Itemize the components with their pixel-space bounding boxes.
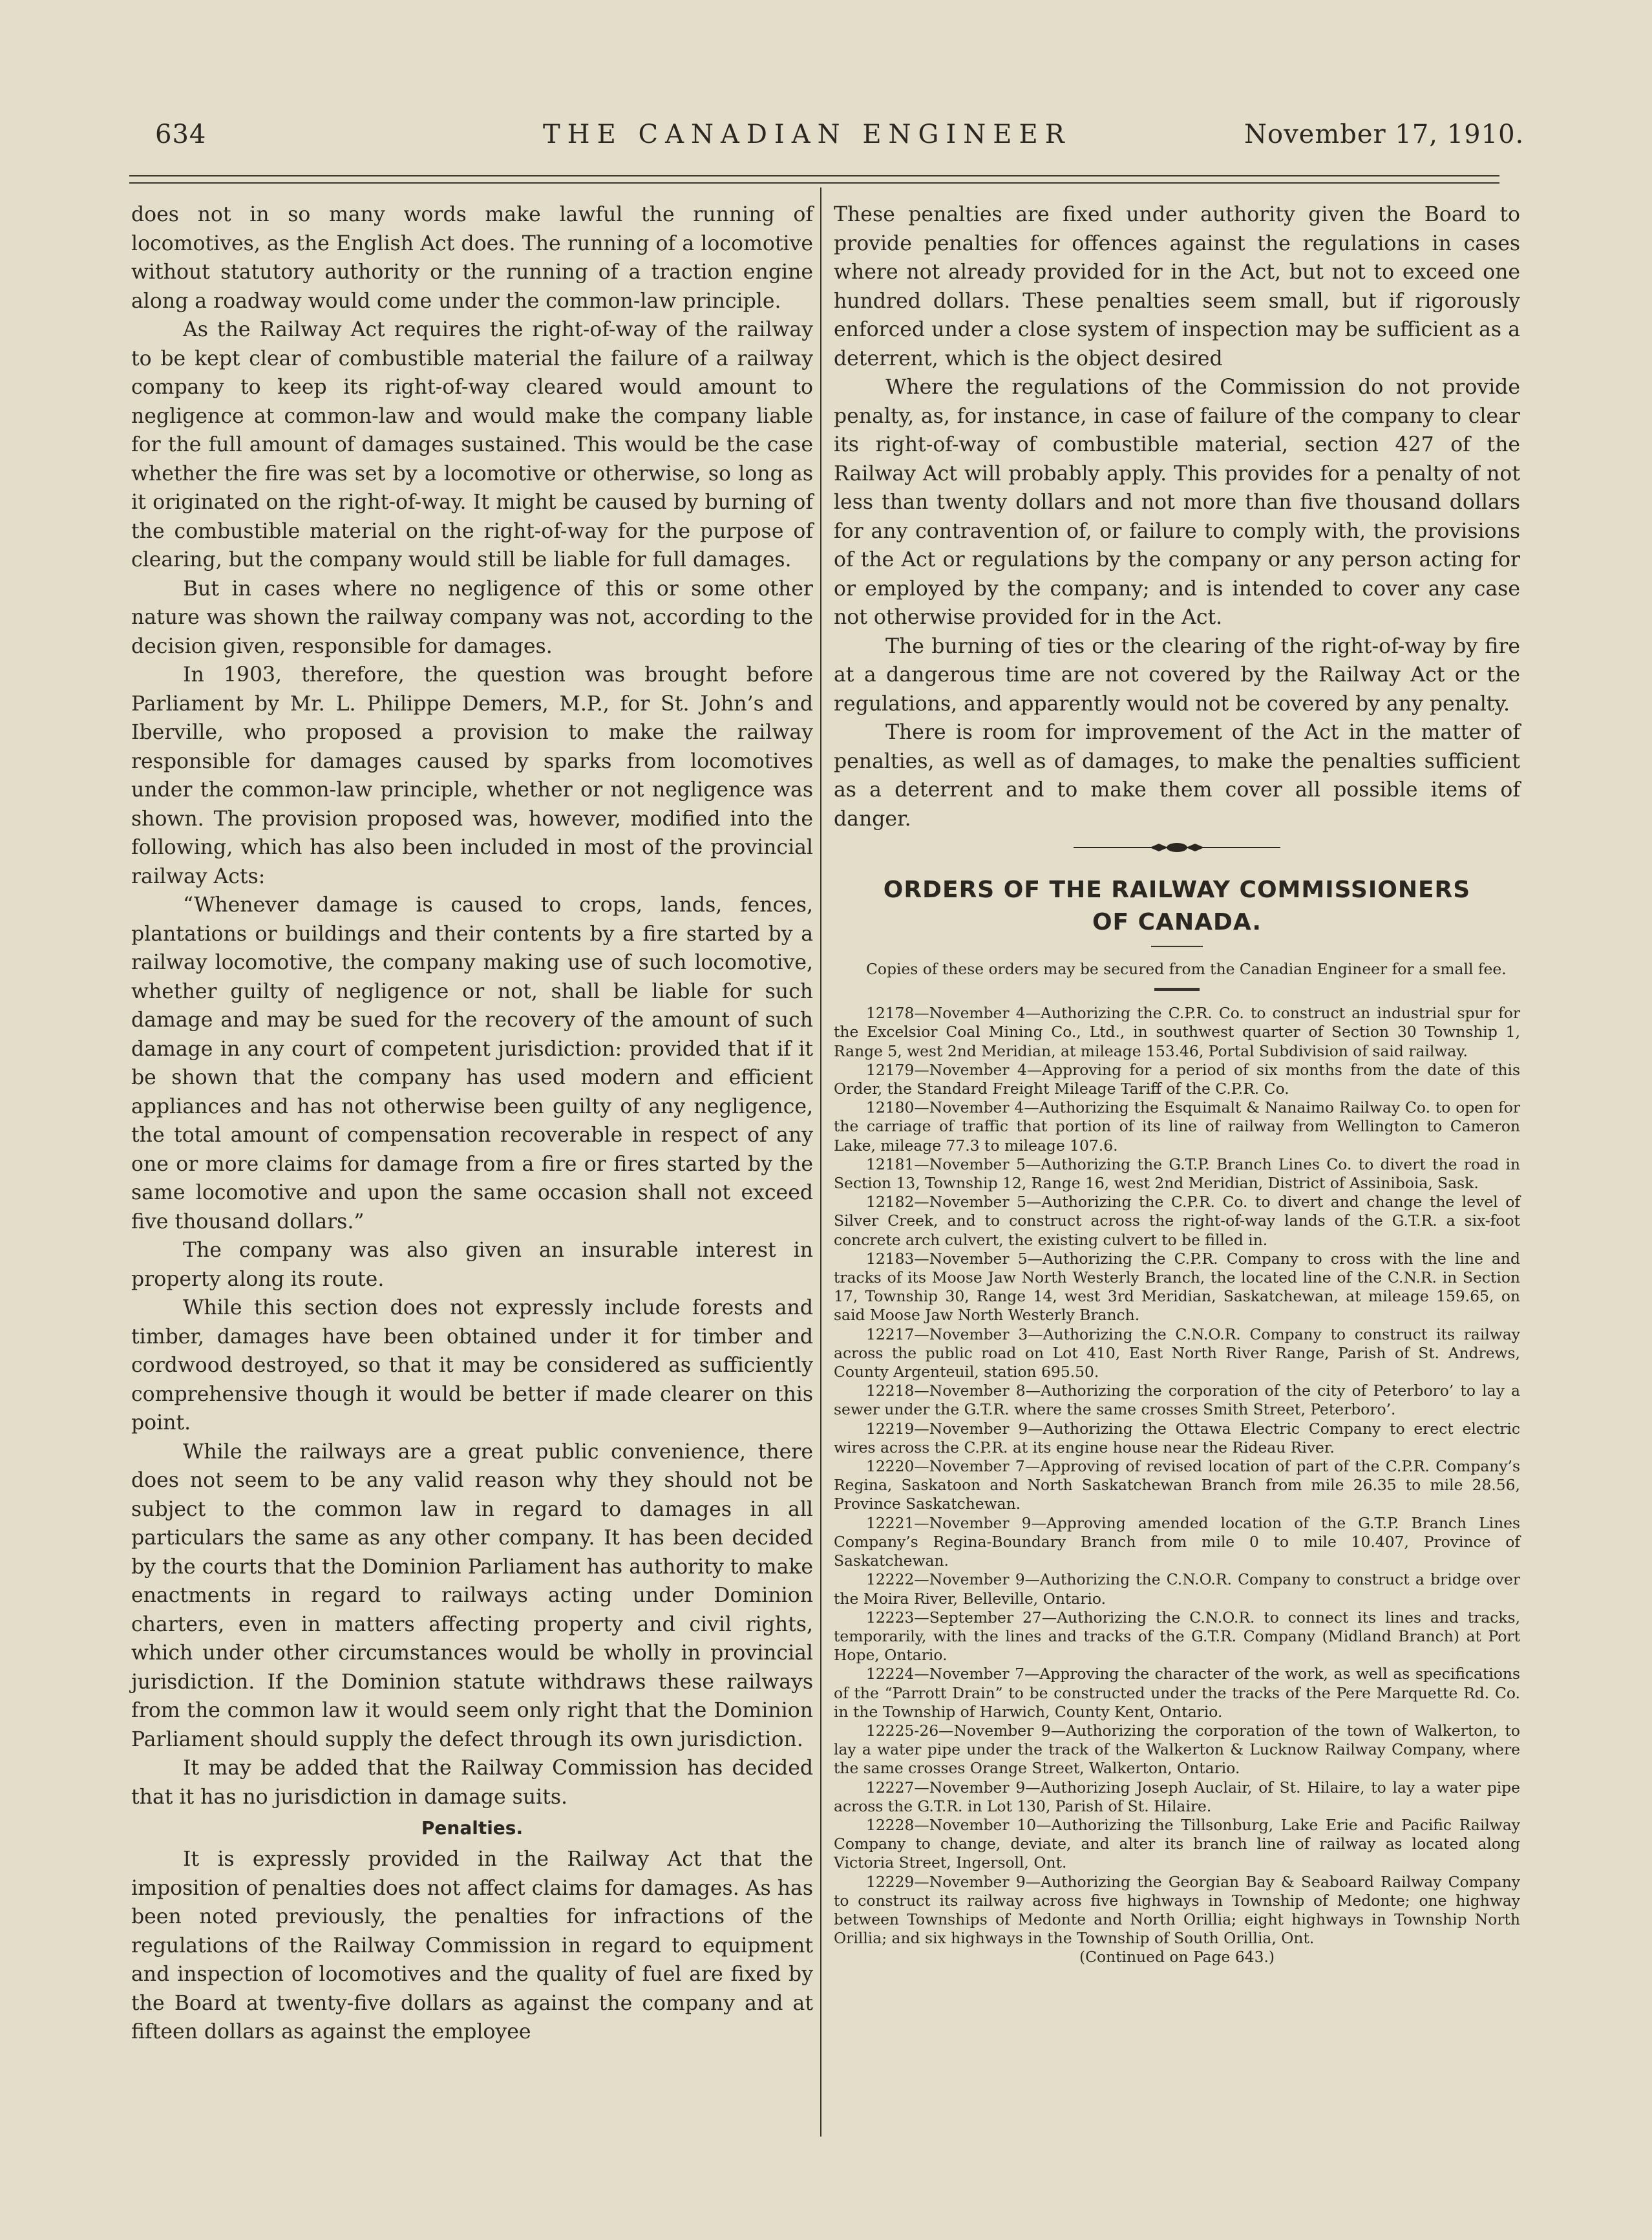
header-rule-bottom (129, 182, 1499, 184)
paragraph: But in cases where no negligence of this or some other nature was shown the railway company was not, according to the decision given, responsible for damages. (131, 577, 813, 658)
order-item: 12182—November 5—Authorizing the C.P.R. Co. to divert and change the level of Silver Creek, and to construct across the right-of-way lands of the G.T.R. a six-foot concrete arch culvert, the existing culvert to be filled in. (834, 1193, 1520, 1249)
order-item: 12223—September 27—Authorizing the C.N.O.R. to connect its lines and tracks, temporarily, with the lines and tracks of the G.T.R. Company (Midland Branch) at Port Hope, Ontario. (834, 1608, 1520, 1665)
right-paragraphs (834, 200, 1520, 833)
order-item: 12181—November 5—Authorizing the G.T.P. Branch Lines Co. to divert the road in Section 13, Township 12, Range 16, west 2nd Meridian, District of Assiniboia, Sask. (834, 1155, 1520, 1193)
page-number: 634 (155, 120, 207, 149)
order-item: 12219—November 9—Authorizing the Ottawa Electric Company to erect electric wires across the C.P.R. at its engine house near the Rideau River. (834, 1419, 1520, 1456)
order-item: 12218—November 8—Authorizing the corporation of the city of Peterboro’ to lay a sewer under the G.T.R. where the same crosses Smith Street, Peterboro’. (834, 1381, 1520, 1419)
paragraph: The burning of ties or the clearing of the right-of-way by fire at a dangerous time are not covered by the Railway Act or the regulations, and apparently would not be covered by any penalty. (834, 634, 1520, 716)
order-item: 12178—November 4—Authorizing the C.P.R. Co. to construct an industrial spur for the Excelsior Coal Mining Co., Ltd., in southwest quarter of Section 30 Township 1, Range 5, west 2nd Meridian, at mileage 153.46, Portal Subdivision of said railway. (834, 1004, 1520, 1060)
orders-list (834, 1004, 1520, 1948)
orders-intro: Copies of these orders may be secured from the Canadian Engineer for a small fee. (866, 960, 1507, 978)
order-item: 12228—November 10—Authorizing the Tillsonburg, Lake Erie and Pacific Railway Company to change, deviate, and alter its branch line of railway as located along Victoria Street, Ingersoll, Ont. (834, 1815, 1520, 1872)
order-item: 12183—November 5—Authorizing the C.P.R. Company to cross with the line and tracks of its Moose Jaw North Westerly Branch, the located line of the C.N.R. in Section 17, Township 30, Range 14, west 3rd Meridian, Saskatchewan, at mileage 159.65, on said Moose Jaw North Westerly Branch. (834, 1249, 1520, 1325)
issue-date: November 17, 1910. (1244, 120, 1525, 149)
left-column (131, 200, 813, 2047)
header-rule-top (129, 175, 1499, 176)
order-item: 12220—November 7—Approving of revised location of part of the C.P.R. Company’s Regina, Saskatoon and North Saskatchewan Branch from mile 26.35 to mile 28.56, Province Saskatchewan. (834, 1457, 1520, 1513)
order-item: 12217—November 3—Authorizing the C.N.O.R. Company to construct its railway across the public road on Lot 410, East North River Range, Parish of St. Andrews, County Argenteuil, station 695.50. (834, 1325, 1520, 1381)
paragraph: The company was also given an insurable interest in property along its route. (131, 1239, 813, 1291)
paragraph: While the railways are a great public convenience, there does not seem to be any valid reason why they should not be subject to the common law in regard to damages in all particulars the same as any other company. It has been decided by the courts that the Dominion Parliament has authority to make enactments in regard to railways acting under Dominion charters, even in matters affecting property and civil rights, which under other circumstances would be wholly in provincial jurisdiction. If the Dominion statute withdraws these railways from the common law it would seem only right that the Dominion Parliament should supply the defect through its own jurisdiction. (131, 1440, 813, 1751)
order-item: 12224—November 7—Approving the character of the work, as well as specifications of the “Parrott Drain” to be constructed under the tracks of the Pere Marquette Rd. Co. in the Township of Harwich, County Kent, Ontario. (834, 1665, 1520, 1721)
section-title-line1: ORDERS OF THE RAILWAY COMMISSIONERS (883, 877, 1471, 903)
paragraph: Where the regulations of the Commission do not provide penalty, as, for instance, in case of failure of the company to clear its right-of-way of combustible material, section 427 of the Railway Act will probably apply. This provides for a penalty of not less than twenty dollars and not more than five thousand dollars for any contravention of, or failure to comply with, the provisions of the Act or regulations by the company or any person acting for or employed by the company; and is intended to cover any case not otherwise provided for in the Act. (834, 376, 1520, 629)
order-item: 12229—November 9—Authorizing the Georgian Bay & Seaboard Railway Company to construct its railway across five highways in Township of Medonte; one highway between Townships of Medonte and North Orillia; eight highways in Township North Orillia; and six highways in the Township of South Orillia, Ont. (834, 1872, 1520, 1948)
column-divider (820, 187, 821, 2137)
paragraph: While this section does not expressly include forests and timber, damages have been obtained under it for timber and cordwood destroyed, so that it may be considered as sufficiently comprehensive though it would be better if made clearer on this point. (131, 1296, 813, 1435)
paragraph: As the Railway Act requires the right-of-way of the railway to be kept clear of combustible material the failure of a railway company to keep its right-of-way cleared would amount to negligence at common-law and would make the company liable for the full amount of damages sustained. This would be the case whether the fire was set by a locomotive or otherwise, so long as it originated on the right-of-way. It might be caused by burning of the combustible material on the right-of-way for the purpose of clearing, but the company would still be liable for full damages. (131, 318, 813, 571)
order-item: 12222—November 9—Authorizing the C.N.O.R. Company to construct a bridge over the Moira River, Belleville, Ontario. (834, 1570, 1520, 1608)
order-item: 12227—November 9—Authorizing Joseph Auclair, of St. Hilaire, to lay a water pipe across the G.T.R. in Lot 130, Parish of St. Hilaire. (834, 1778, 1520, 1815)
section-ornament (834, 841, 1520, 869)
title-dash (1151, 946, 1203, 947)
paragraph: It is expressly provided in the Railway Act that the imposition of penalties does not affect claims for damages. As has been noted previously, the penalties for infractions of the regulations of the Railway Commission in regard to equipment and inspection of locomotives and the quality of fuel are fixed by the Board at twenty-five dollars as against the company and at fifteen dollars as against the employee (131, 1848, 813, 2043)
intro-dash (1154, 988, 1200, 991)
right-column (834, 200, 1520, 1967)
order-item: 12180—November 4—Authorizing the Esquimalt & Nanaimo Railway Co. to open for the carriage of traffic that portion of its line of railway from Wellington to Cameron Lake, mileage 77.3 to mileage 107.6. (834, 1098, 1520, 1155)
paragraph: These penalties are fixed under authority given the Board to provide penalties for offences against the regulations in cases where not already provided for in the Act, but not to exceed one hundred dollars. These penalties seem small, but if rigorously enforced under a close system of inspection may be sufficient as a deterrent, which is the object desired (834, 203, 1520, 370)
journal-title: THE CANADIAN ENGINEER (543, 120, 1072, 149)
paragraph: “Whenever damage is caused to crops, lands, fences, plantations or buildings and their contents by a fire started by a railway locomotive, the company making use of such locomotive, whether guilty of negligence or not, shall be liable for such damage and may be sued for the recovery of the amount of such damage in any court of competent jurisdiction: provided that if it be shown that the company has used modern and efficient appliances and has not otherwise been guilty of any negligence, the total amount of compensation recoverable in respect of any one or more claims for damage from a fire or fires started by the same locomotive and upon the same occasion shall not exceed five thousand dollars.” (131, 893, 813, 1233)
paragraph: In 1903, therefore, the question was brought before Parliament by Mr. L. Philippe Demers, M.P., for St. John’s and Iberville, who proposed a provision to make the railway responsible for damages caused by sparks from locomotives under the common-law principle, whether or not negligence was shown. The provision proposed was, however, modified into the following, which has also been included in most of the provincial railway Acts: (131, 663, 813, 888)
order-item: 12221—November 9—Approving amended location of the G.T.P. Branch Lines Company’s Regina-Boundary Branch from mile 0 to mile 10.407, Province of Saskatchewan. (834, 1513, 1520, 1570)
section-title-line2: OF CANADA. (1092, 909, 1262, 935)
paragraph: There is room for improvement of the Act in the matter of penalties, as well as of damages, to make the penalties sufficient as a deterrent and to make them cover all possible items of danger. (834, 721, 1520, 831)
paragraph: does not in so many words make lawful the running of locomotives, as the English Act does. The running of a locomotive without statutory authority or the running of a traction engine along a roadway would come under the common-law principle. (131, 203, 813, 313)
continued-note: (Continued on Page 643.) (1079, 1948, 1275, 1967)
paragraph: It may be added that the Railway Commission has decided that it has no jurisdiction in damage suits. (131, 1756, 813, 1809)
order-item: 12179—November 4—Approving for a period of six months from the date of this Order, the Standard Freight Mileage Tariff of the C.P.R. Co. (834, 1060, 1520, 1098)
order-item: 12225-26—November 9—Authorizing the corporation of the town of Walkerton, to lay a water pipe under the track of the Walkerton & Lucknow Railway Company, where the same crosses Orange Street, Walkerton, Ontario. (834, 1721, 1520, 1778)
section-subhead: Penalties. (421, 1817, 524, 1839)
